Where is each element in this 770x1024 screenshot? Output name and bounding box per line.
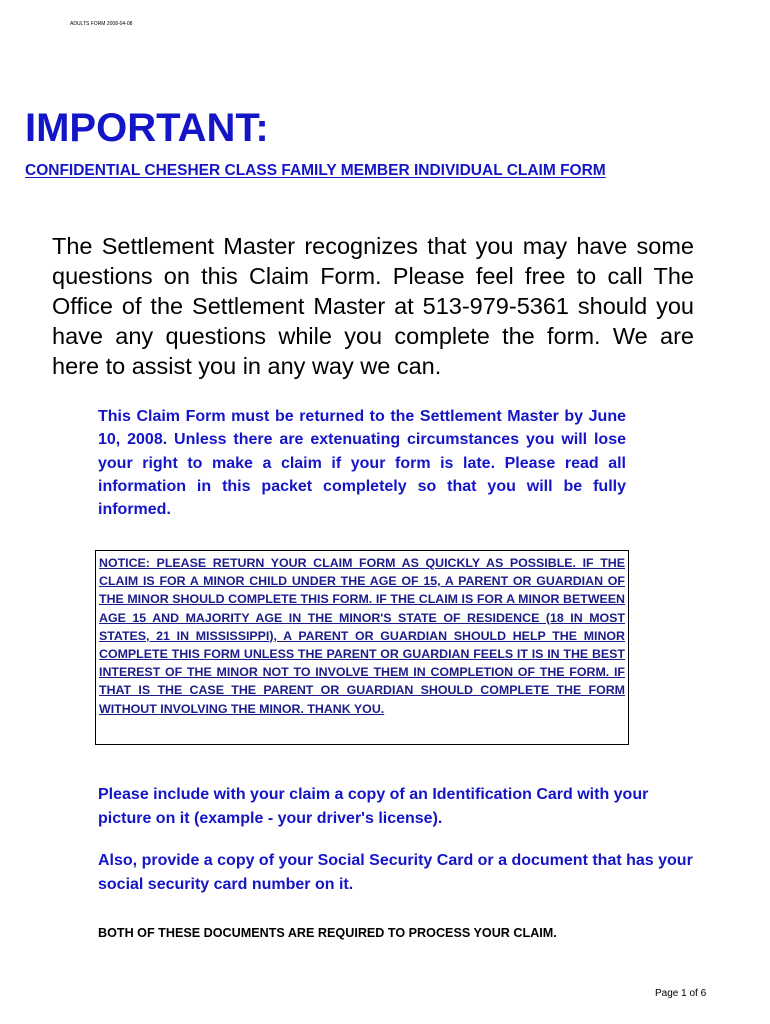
settlement-master-intro: The Settlement Master recognizes that you may have some questions on this Claim Form. Please feel free to call The Office of the Settlement Master at 513-979-5361 should you have any questions while you complete the form. We are here to assist you in any way we can. — [52, 233, 694, 379]
form-id-label: ADULTS FORM 2008-04-08 — [70, 21, 133, 27]
documents-required-note: BOTH OF THESE DOCUMENTS ARE REQUIRED TO PROCESS YOUR CLAIM. — [98, 926, 557, 940]
page-number: Page 1 of 6 — [655, 988, 707, 999]
important-heading: IMPORTANT: — [25, 106, 269, 150]
social-security-note: Also, provide a copy of your Social Security Card or a document that has your social security card number on it. — [98, 852, 693, 893]
minor-notice-box — [95, 550, 629, 745]
minor-notice-text: NOTICE: PLEASE RETURN YOUR CLAIM FORM AS QUICKLY AS POSSIBLE. IF THE CLAIM IS FOR A MINOR CHILD UNDER THE AGE OF 15, A PARENT OR GUARDIAN OF THE MINOR SHOULD COMPLETE THIS FORM. IF THE CLAIM IS FOR A MINOR BETWEEN AGE 15 AND MAJORITY AGE IN THE MINOR'S STATE OF RESIDENCE (18 IN MOST STATES, 21 IN MISSISSIPPI), A PARENT OR GUARDIAN SHOULD HELP THE MINOR COMPLETE THIS FORM UNLESS THE PARENT OR GUARDIAN FEELS IT IS IN THE BEST INTEREST OF THE MINOR NOT TO INVOLVE THEM IN COMPLETION OF THE FORM. IF THAT IS THE CASE THE PARENT OR GUARDIAN SHOULD COMPLETE THE FORM WITHOUT INVOLVING THE MINOR. THANK YOU. — [99, 556, 625, 716]
return-deadline-paragraph: This Claim Form must be returned to the Settlement Master by June 10, 2008. Unless there are extenuating circumstances you will lose your right to make a claim if your form is late. Please read all information in this packet completely so that you will be fully informed. — [98, 408, 626, 519]
identification-card-note: Please include with your claim a copy of an Identification Card with your picture on it (example - your driver's license). — [98, 786, 649, 827]
claim-form-title: CONFIDENTIAL CHESHER CLASS FAMILY MEMBER INDIVIDUAL CLAIM FORM — [25, 162, 606, 179]
